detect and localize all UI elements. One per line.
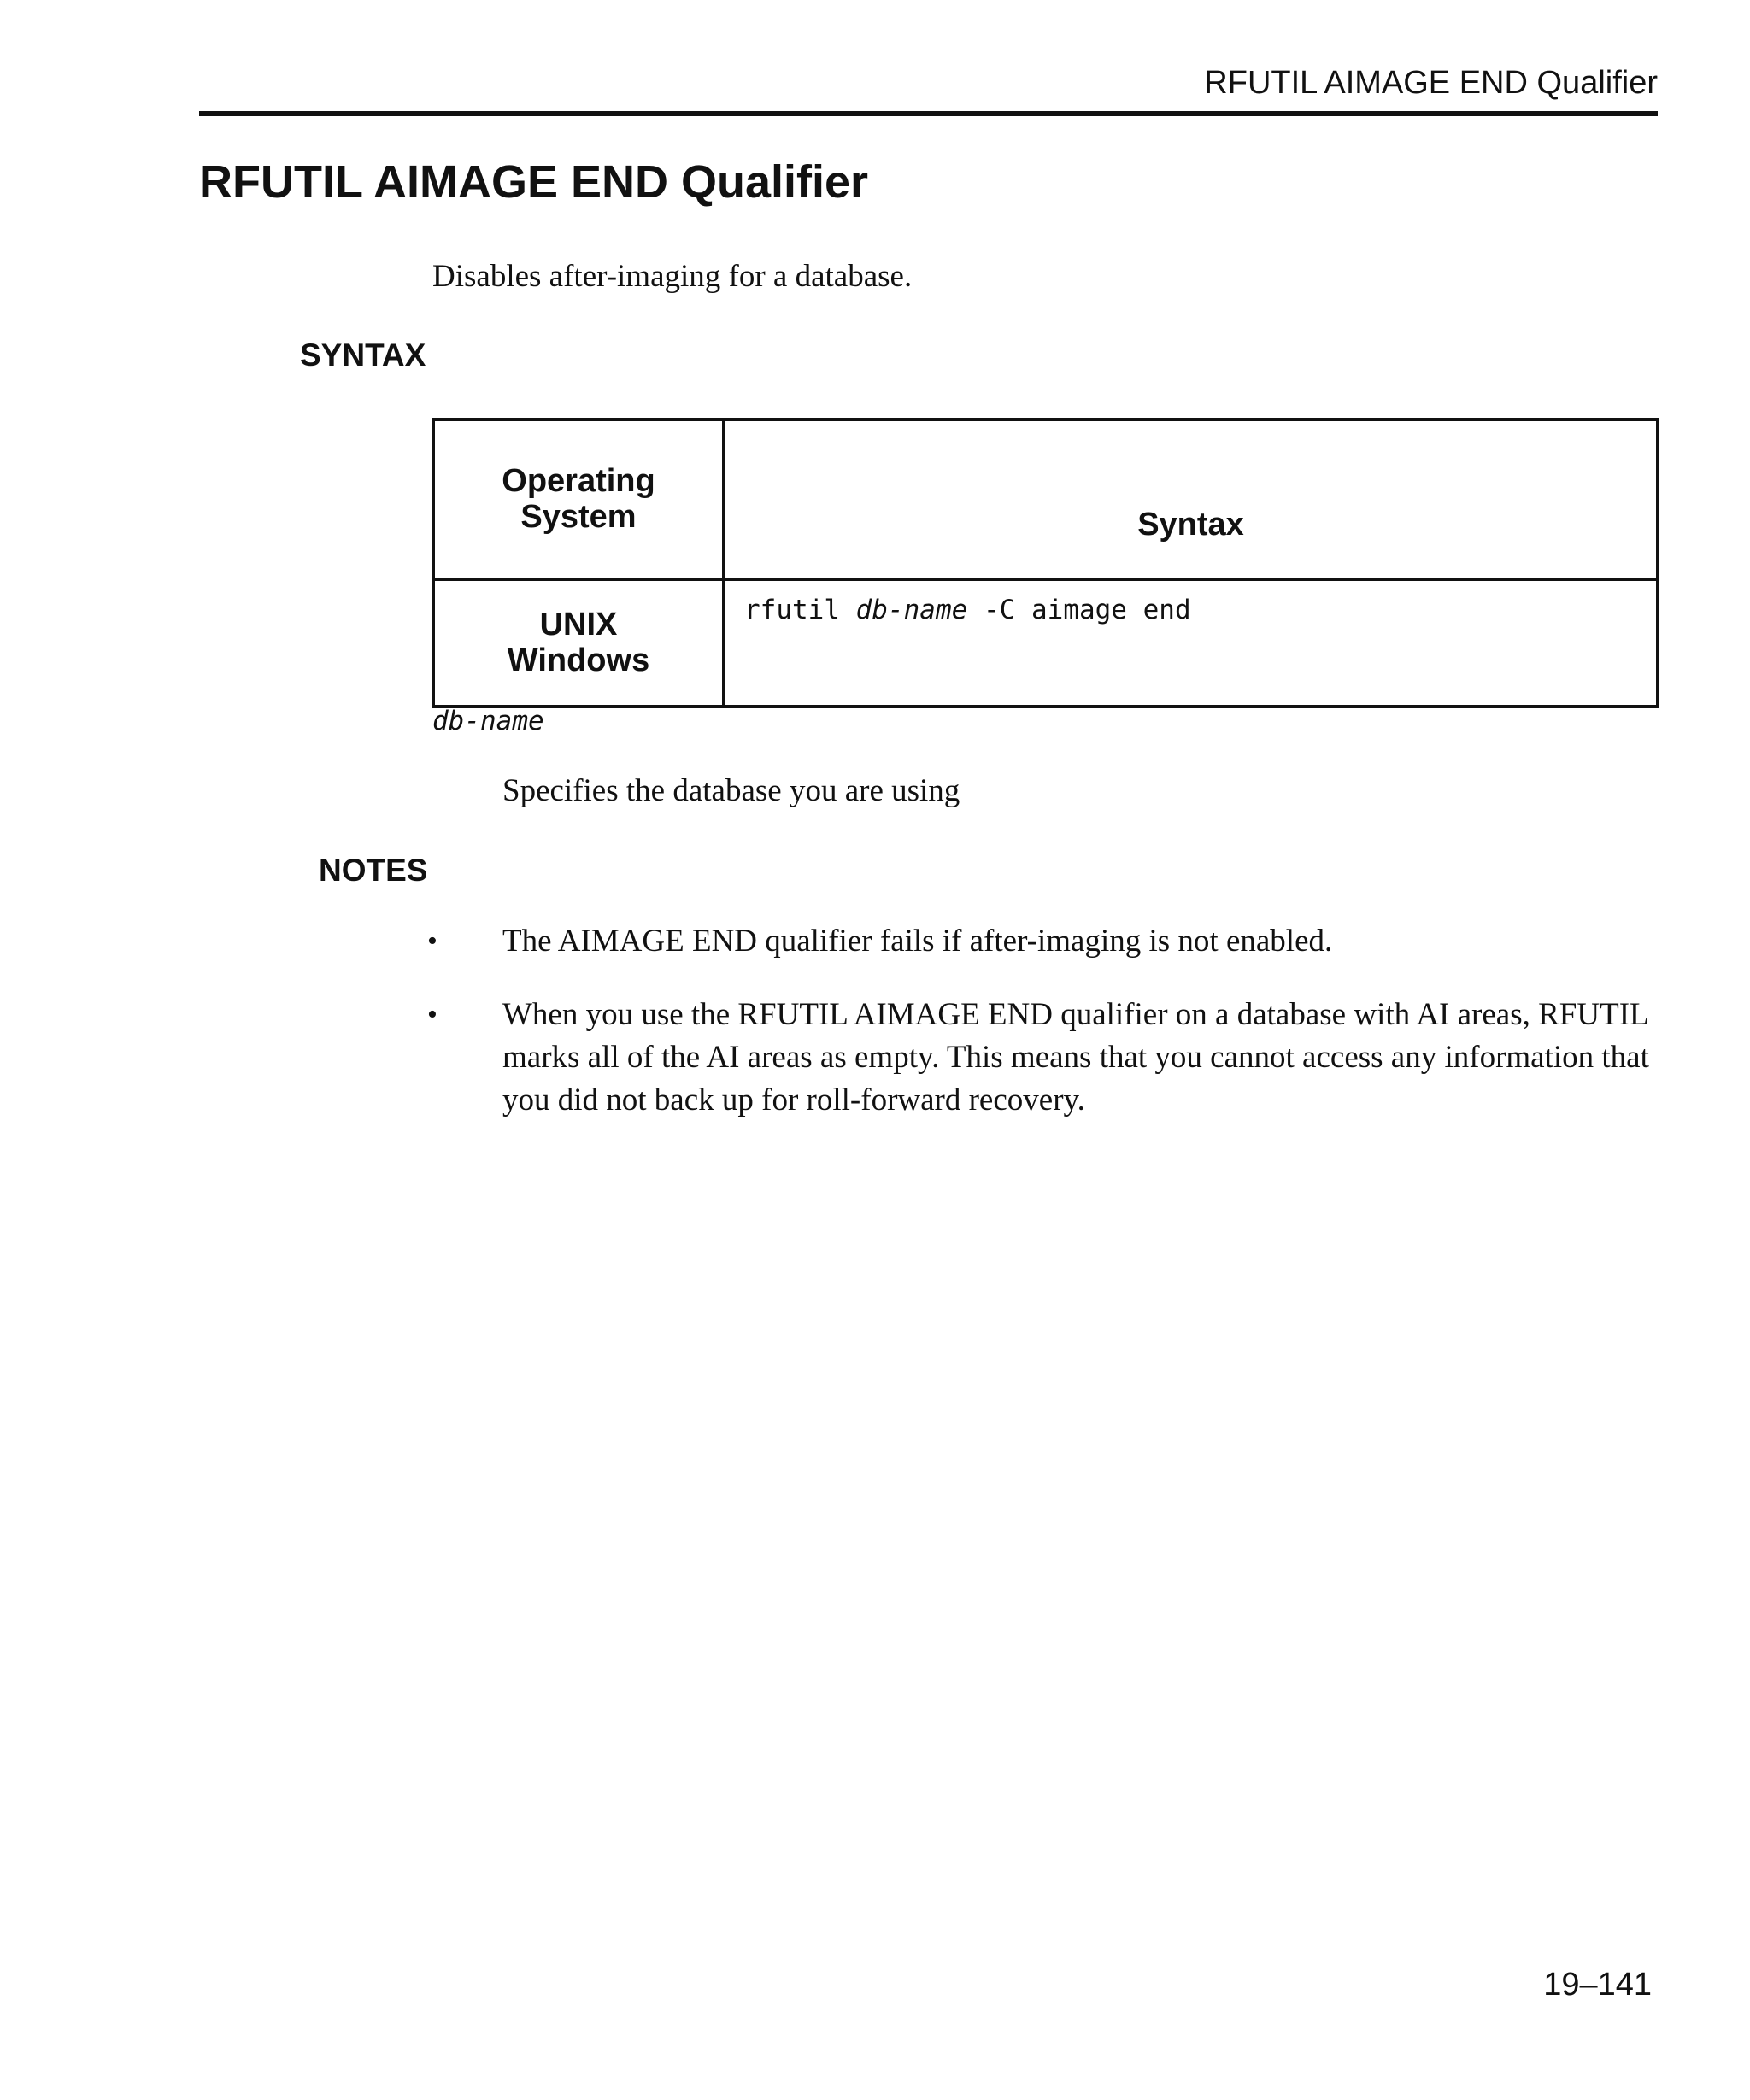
parameter-description: Specifies the database you are using [502, 773, 960, 808]
header-os-line1: Operating [502, 462, 655, 499]
page-number: 19–141 [1543, 1967, 1652, 2003]
note-item [419, 920, 1666, 963]
code-param: db-name [855, 595, 968, 625]
running-header: RFUTIL AIMAGE END Qualifier [1204, 65, 1658, 101]
parameter-term: db-name [432, 706, 544, 736]
header-os-line2: System [520, 498, 637, 535]
page-title: RFUTIL AIMAGE END Qualifier [199, 156, 869, 208]
os-windows: Windows [507, 642, 650, 678]
header-operating-system [433, 419, 724, 579]
syntax-table-header-row [433, 419, 1658, 579]
note-line: you did not back up for roll-forward recovery. [502, 1082, 1085, 1117]
notes-heading: NOTES [319, 853, 428, 888]
header-rule [199, 111, 1658, 116]
summary-text: Disables after-imaging for a database. [432, 259, 913, 294]
code-command: rfutil [744, 595, 840, 625]
note-line: marks all of the AI areas as empty. This means that you cannot access any information that [502, 1040, 1649, 1075]
syntax-code-cell [724, 579, 1658, 707]
note-item [419, 994, 1666, 1122]
bullet-icon: • [427, 925, 438, 957]
code-rest: -C aimage end [983, 595, 1191, 625]
os-unix: UNIX [539, 606, 618, 642]
syntax-table [432, 418, 1659, 708]
syntax-heading: SYNTAX [300, 337, 426, 372]
note-line: When you use the RFUTIL AIMAGE END qualifier on a database with AI areas, RFUTIL [502, 997, 1649, 1032]
notes-list [419, 920, 1666, 1153]
syntax-table-row [433, 579, 1658, 707]
note-line: The AIMAGE END qualifier fails if after-imaging is not enabled. [502, 924, 1333, 959]
header-syntax: Syntax [724, 419, 1658, 579]
os-cell [433, 579, 724, 707]
bullet-icon: • [427, 999, 438, 1030]
